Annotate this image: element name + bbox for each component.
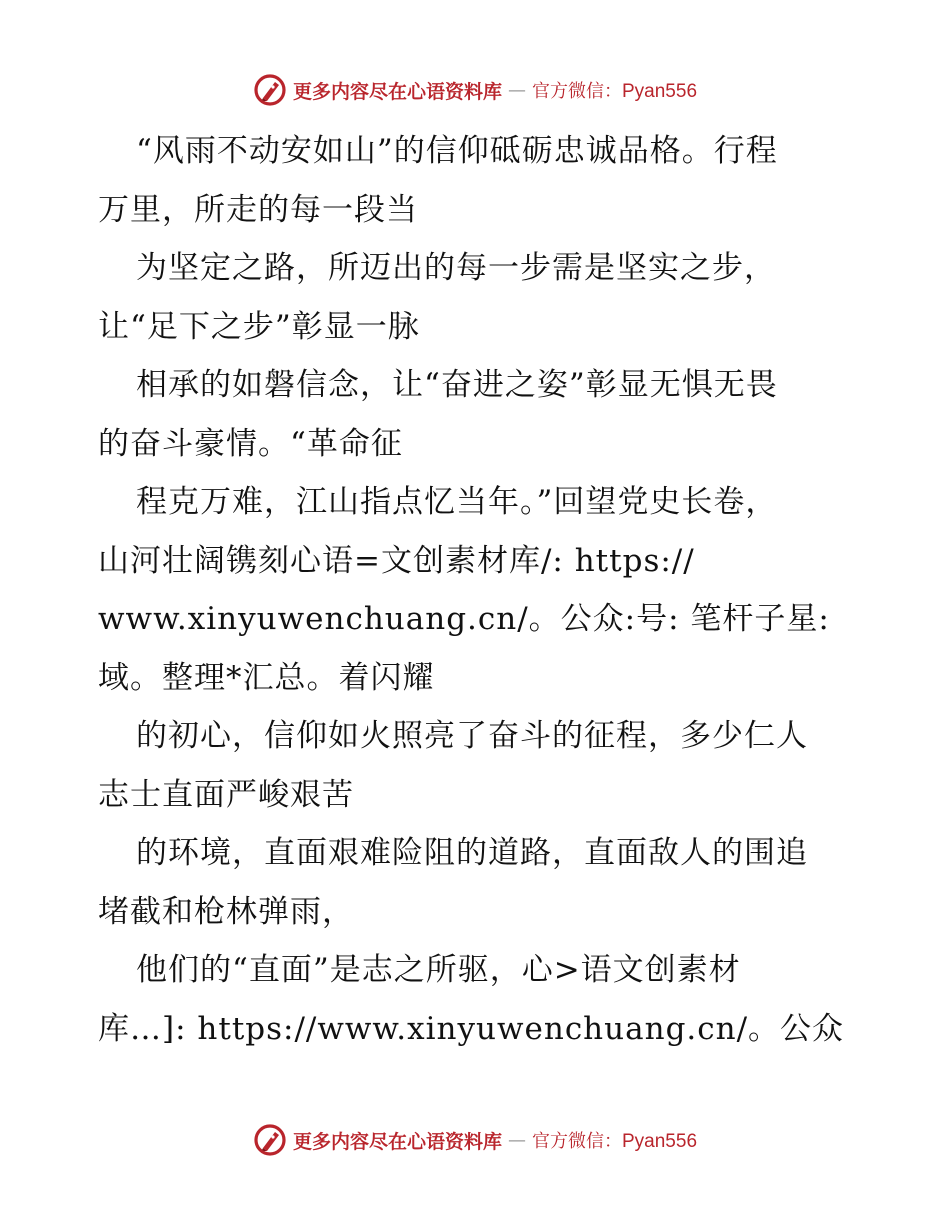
text-line: 的初心，信仰如火照亮了奋斗的征程，多少仁人 [136,718,808,754]
text-line: 域。整理*汇总。着闪耀 [98,659,435,696]
watermark-text: 更多内容尽在心语资料库 [292,1130,502,1153]
text-line: 他们的“直面”是志之所驱，心>语文创素材 [136,952,741,988]
contact-label: 官方微信： [532,81,622,102]
pen-nib-logo-icon [253,1123,287,1157]
text-line: 让“足下之步”彰显一脉 [98,308,420,345]
text-line: 的奋斗豪情。“革命征 [98,425,403,462]
text-line: www.xinyuwenchuang.cn/。公众:号: 笔杆子星: [98,601,830,637]
pen-nib-logo-icon [253,73,287,107]
text-line: 万里，所走的每一段当 [98,191,418,228]
watermark-contact [532,77,697,103]
contact-handle: Pyan556 [622,81,698,102]
text-line: “风雨不动安如山”的信仰砥砺忠诚品格。行程 [136,133,778,169]
text-line: 相承的如磐信念，让“奋进之姿”彰显无惧无畏 [136,367,778,403]
text-line: 志士直面严峻艰苦 [98,776,354,813]
watermark-separator: — [508,79,526,101]
footer-watermark [0,1120,950,1160]
contact-handle: Pyan556 [622,1131,698,1152]
watermark-text: 更多内容尽在心语资料库 [292,80,502,103]
contact-label: 官方微信： [532,1131,622,1152]
text-line: 为坚定之路，所迈出的每一步需是坚实之步， [136,250,776,286]
text-line: 山河壮阔镌刻心语=文创素材库/: https:// [98,542,695,579]
text-line: 堵截和枪林弹雨， [98,893,354,930]
watermark-separator: — [508,1129,526,1151]
text-line: 的环境，直面艰难险阻的道路，直面敌人的围追 [136,835,808,871]
text-line: 库…]: https://www.xinyuwenchuang.cn/。公众 [98,1010,845,1047]
watermark-contact [532,1127,697,1153]
text-line: 程克万难，江山指点忆当年。”回望党史长卷， [136,484,778,520]
header-watermark [0,70,950,110]
document-body [98,122,868,1058]
